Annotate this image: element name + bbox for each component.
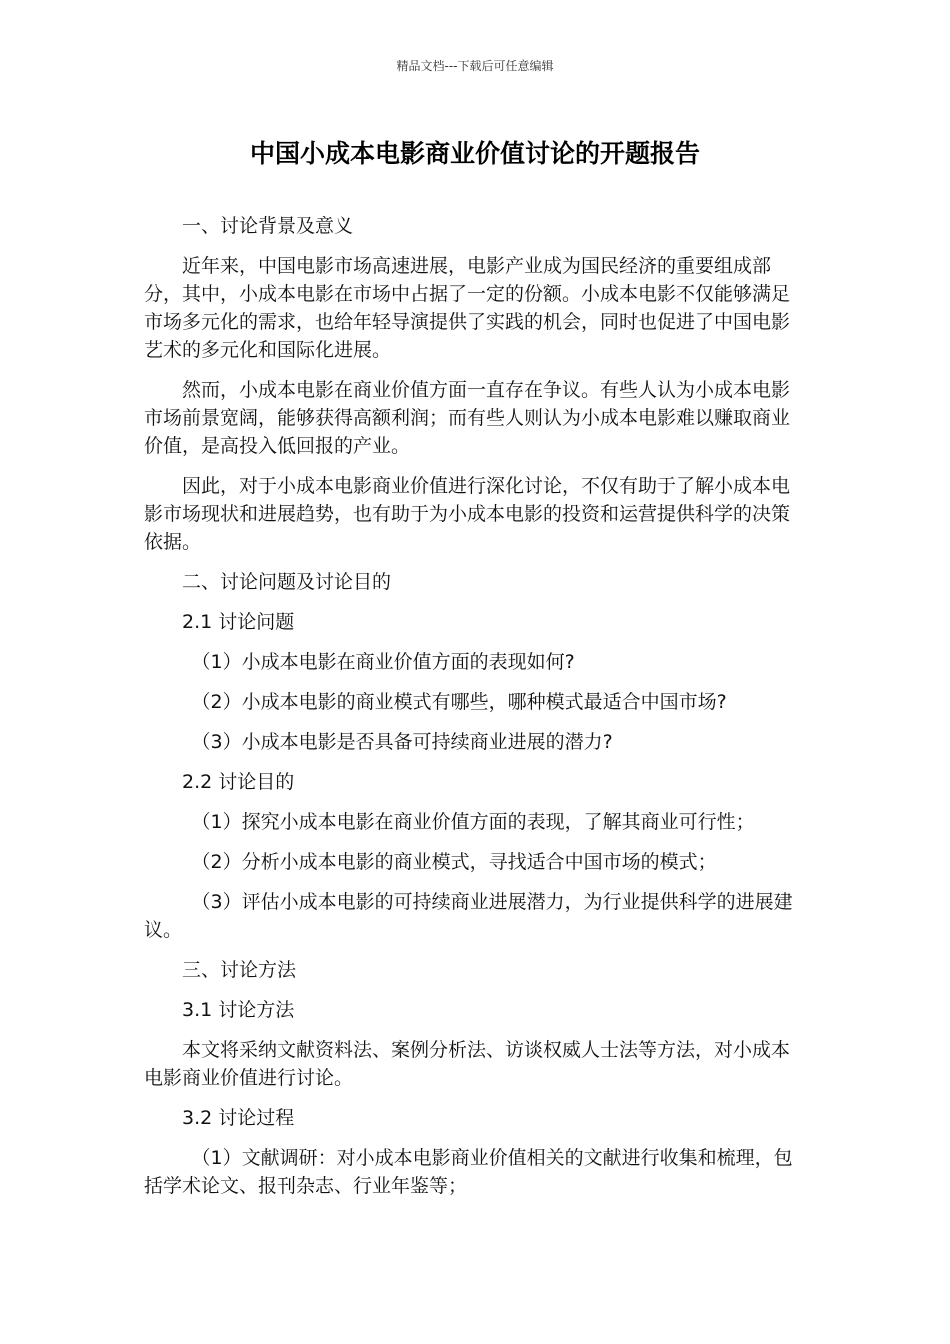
subsection-heading-2-1: 2.1 讨论问题 (182, 611, 295, 633)
subsection-heading-3-2: 3.2 讨论过程 (182, 1107, 295, 1129)
paragraph: 本文将采纳文献资料法、案例分析法、访谈权威人士法等方法，对小成本电影商业价值进行讨论。 (144, 1039, 791, 1089)
paragraph: 然而，小成本电影在商业价值方面一直存在争议。有些人认为小成本电影市场前景宽阔，能够获得高额利润；而有些人则认为小成本电影难以赚取商业价值，是高投入低回报的产业。 (144, 379, 791, 457)
document-title: 中国小成本电影商业价值讨论的开题报告 (249, 139, 700, 168)
subsection-heading-3-1: 3.1 讨论方法 (182, 999, 295, 1021)
list-item: （3）评估小成本电影的可持续商业进展潜力，为行业提供科学的进展建议。 (144, 891, 793, 941)
section-heading-questions: 二、讨论问题及讨论目的 (182, 571, 392, 593)
list-item: （2）分析小成本电影的商业模式，寻找适合中国市场的模式； (191, 851, 717, 873)
paragraph: 近年来，中国电影市场高速进展，电影产业成为国民经济的重要组成部分，其中，小成本电影在市场中占据了一定的份额。小成本电影不仅能够满足市场多元化的需求，也给年轻导演提供了实践的机会，同时也促进了中国电影艺术的多元化和国际化进展。 (144, 255, 791, 361)
section-heading-background: 一、讨论背景及意义 (182, 215, 354, 237)
subsection-heading-2-2: 2.2 讨论目的 (182, 771, 295, 793)
list-item: （1）文献调研：对小成本电影商业价值相关的文献进行收集和梳理，包括学术论文、报刊杂志、行业年鉴等； (144, 1147, 793, 1197)
paragraph: 因此，对于小成本电影商业价值进行深化讨论，不仅有助于了解小成本电影市场现状和进展趋势，也有助于为小成本电影的投资和运营提供科学的决策依据。 (144, 475, 791, 553)
document-body (144, 212, 806, 1212)
list-item: （1）小成本电影在商业价值方面的表现如何? (191, 651, 575, 673)
header-note: 精品文档---下载后可任意编辑 (396, 59, 554, 73)
section-heading-methods: 三、讨论方法 (182, 959, 297, 981)
list-item: （1）探究小成本电影在商业价值方面的表现，了解其商业可行性； (191, 811, 755, 833)
list-item: （2）小成本电影的商业模式有哪些，哪种模式最适合中国市场? (191, 691, 727, 713)
list-item: （3）小成本电影是否具备可持续商业进展的潜力? (191, 731, 613, 753)
